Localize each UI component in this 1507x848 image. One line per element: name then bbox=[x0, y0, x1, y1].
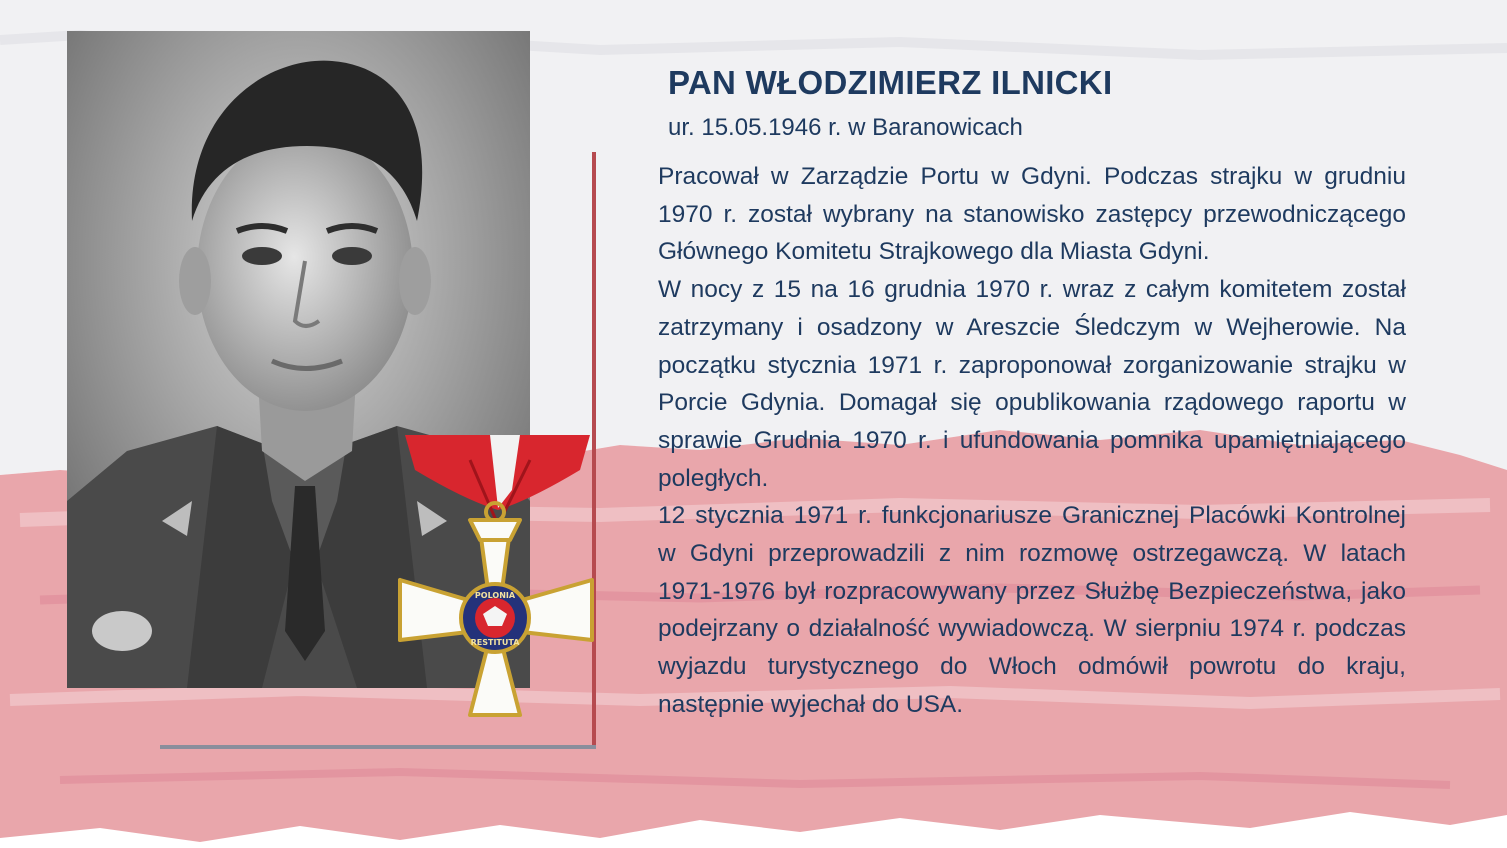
bio-paragraph: W nocy z 15 na 16 grudnia 1970 r. wraz z całym komitetem został zatrzymany i osadzony w Areszcie Śledczym w Wejherowie. Na początku stycznia 1971 r. zaproponował zorganizowanie strajku w Porcie Gdynia. Domagał się opublikowania rządowego raportu w sprawie Grudnia 1970 r. i ufundowania pomnika upamiętniającego poległych. bbox=[658, 276, 1406, 492]
bio-paragraph: 12 stycznia 1971 r. funkcjonariusze Granicznej Placówki Kontrolnej w Gdyni przeprowadzili z nim rozmowę ostrzegawczą. W latach 1971-1976 był rozpracowywany przez Służbę Bezpieczeństwa, jako podejrzany o działalność wywiadowczą. W sierpniu 1974 r. podczas wyjazdu turystycznego do Włoch odmówił powrotu do kraju, następnie wyjechał do USA. bbox=[658, 502, 1406, 718]
biography-text bbox=[658, 158, 1406, 724]
person-name-heading: PAN WŁODZIMIERZ ILNICKI bbox=[668, 64, 1113, 101]
medal-ring-text-bottom: RESTITUTA bbox=[470, 638, 520, 647]
medal-ring-text-top: POLONIA bbox=[474, 591, 516, 600]
polonia-restituta-medal-icon bbox=[380, 430, 620, 730]
accent-line-horizontal bbox=[160, 745, 596, 749]
bio-paragraph: Pracował w Zarządzie Portu w Gdyni. Podczas strajku w grudniu 1970 r. został wybrany na stanowisko zastępcy przewodniczącego Głównego Komitetu Strajkowego dla Miasta Gdyni. bbox=[658, 163, 1406, 266]
birth-info: ur. 15.05.1946 r. w Baranowicach bbox=[668, 114, 1023, 141]
